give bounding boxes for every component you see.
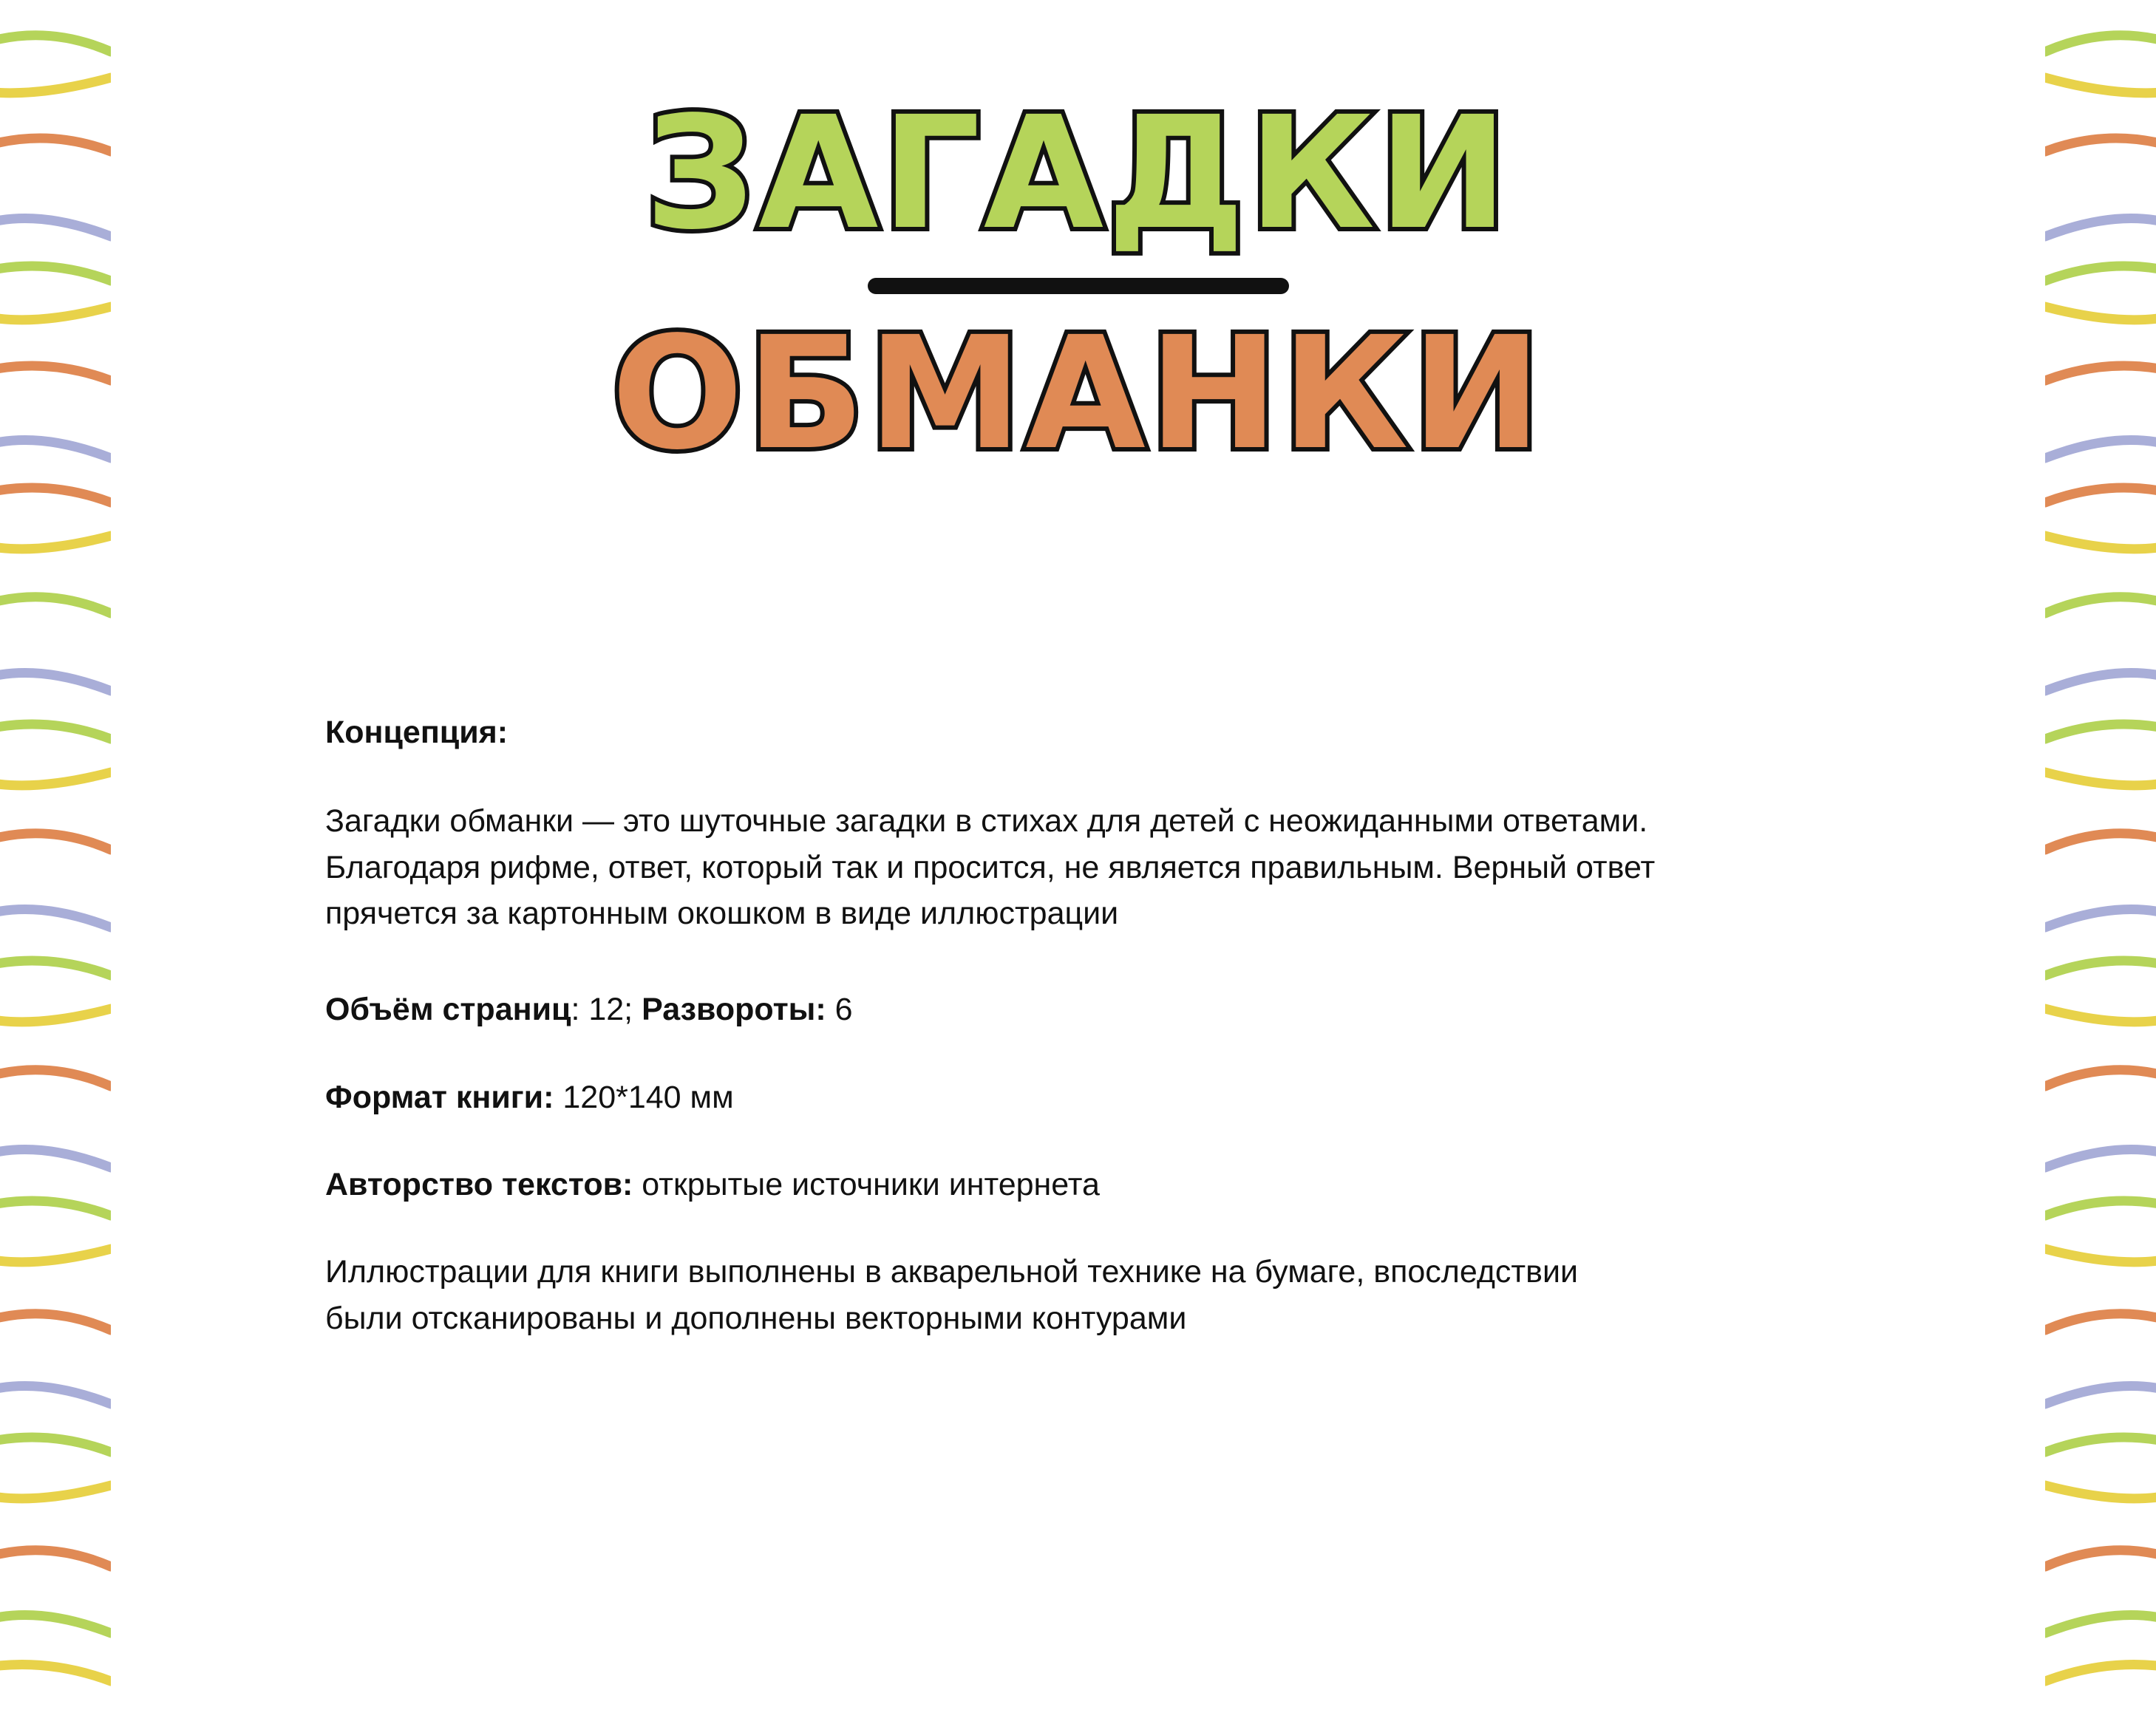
spreads-label: Развороты: xyxy=(642,992,826,1028)
title-divider xyxy=(868,278,1289,294)
concept-heading: Концепция: xyxy=(325,715,509,750)
pages-label: Объём страниц xyxy=(325,992,571,1028)
pages-line xyxy=(325,987,1656,1032)
spreads-value: 6 xyxy=(826,992,853,1028)
authorship-value: открытые источники интернета xyxy=(633,1167,1100,1203)
concept-paragraph: Загадки обманки — это шуточные загадки в стихах для детей с неожиданными ответами. Благодаря рифме, ответ, который так и просится, не является правильным. Верный ответ прячется за картонным окошком в виде иллюстрации xyxy=(325,803,1656,932)
format-value: 120*140 мм xyxy=(554,1079,734,1115)
format-label: Формат книги: xyxy=(325,1079,554,1115)
authorship-label: Авторство текстов: xyxy=(325,1167,633,1203)
page-title xyxy=(0,83,2156,484)
title-line-zagadki: ЗАГАДКИ xyxy=(645,83,1511,264)
content-body xyxy=(325,709,1656,1383)
pages-value: : 12; xyxy=(571,992,642,1028)
authorship-line xyxy=(325,1162,1656,1207)
title-line-obmanki: ОБМАНКИ xyxy=(611,303,1545,484)
format-line xyxy=(325,1074,1656,1120)
illustration-paragraph: Иллюстрации для книги выполнены в акварельной технике на бумаге, впоследствии были отсканированы и дополнены векторными контурами xyxy=(325,1254,1578,1336)
